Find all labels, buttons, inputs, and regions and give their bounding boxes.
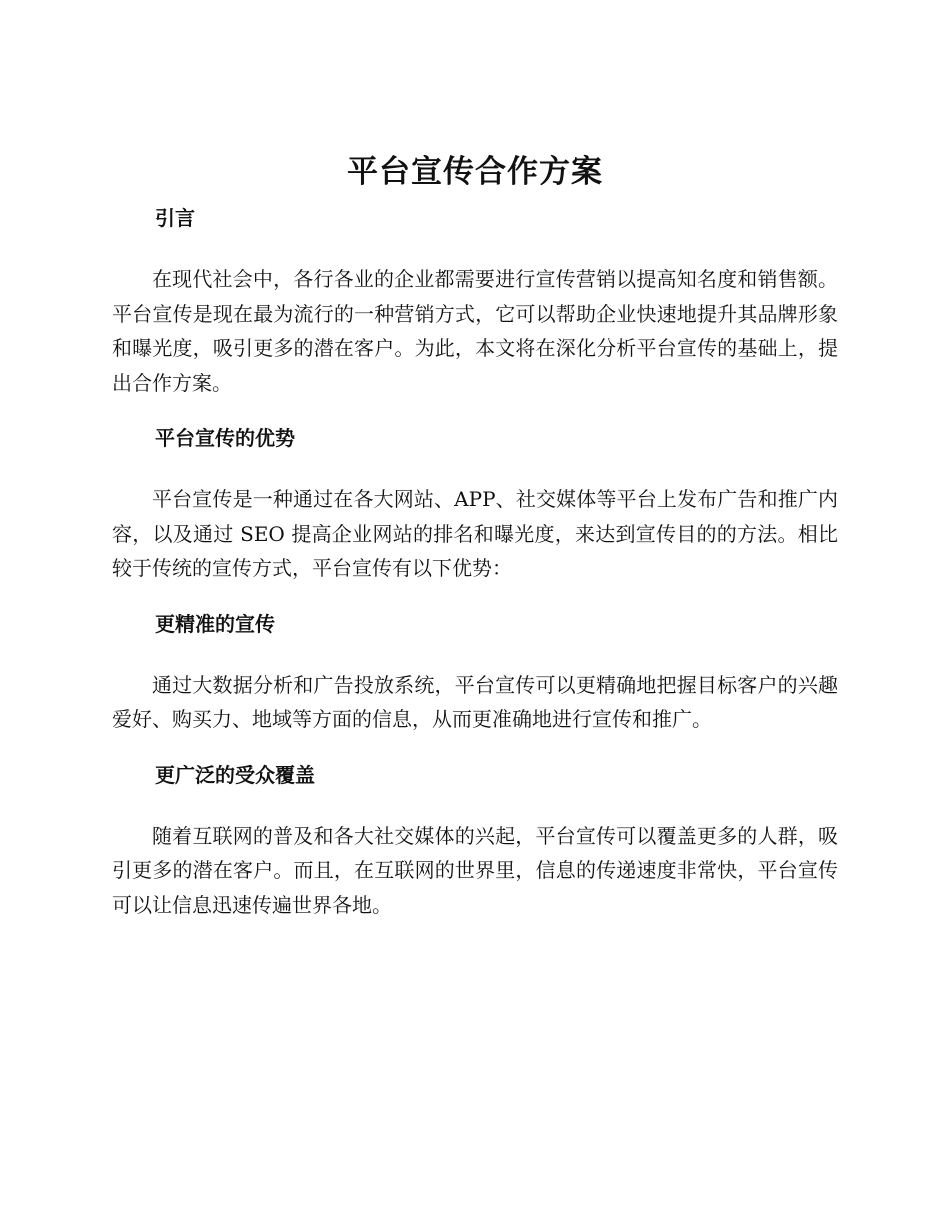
paragraph-advantages: 平台宣传是一种通过在各大网站、APP、社交媒体等平台上发布广告和推广内容，以及通过 SEO 提高企业网站的排名和曝光度，来达到宣传目的的方法。相比较于传统的宣传方式，平台宣传有以下优势： <box>112 487 838 580</box>
document-title: 平台宣传合作方案 <box>347 154 603 190</box>
paragraph-introduction: 在现代社会中，各行各业的企业都需要进行宣传营销以提高知名度和销售额。平台宣传是现在最为流行的一种营销方式，它可以帮助企业快速地提升其品牌形象和曝光度，吸引更多的潜在客户。为此，本文将在深化分析平台宣传的基础上，提出合作方案。 <box>112 267 838 395</box>
paragraph-precise-promotion: 通过大数据分析和广告投放系统，平台宣传可以更精确地把握目标客户的兴趣爱好、购买力、地域等方面的信息，从而更准确地进行宣传和推广。 <box>112 672 838 731</box>
paragraph-wider-audience: 随着互联网的普及和各大社交媒体的兴起，平台宣传可以覆盖更多的人群，吸引更多的潜在客户。而且，在互联网的世界里，信息的传递速度非常快，平台宣传可以让信息迅速传遍世界各地。 <box>112 823 838 917</box>
section-heading-wider-audience: 更广泛的受众覆盖 <box>155 762 315 787</box>
section-heading-precise-promotion: 更精准的宣传 <box>155 611 275 636</box>
section-heading-introduction: 引言 <box>155 206 195 230</box>
section-heading-advantages: 平台宣传的优势 <box>155 426 295 450</box>
